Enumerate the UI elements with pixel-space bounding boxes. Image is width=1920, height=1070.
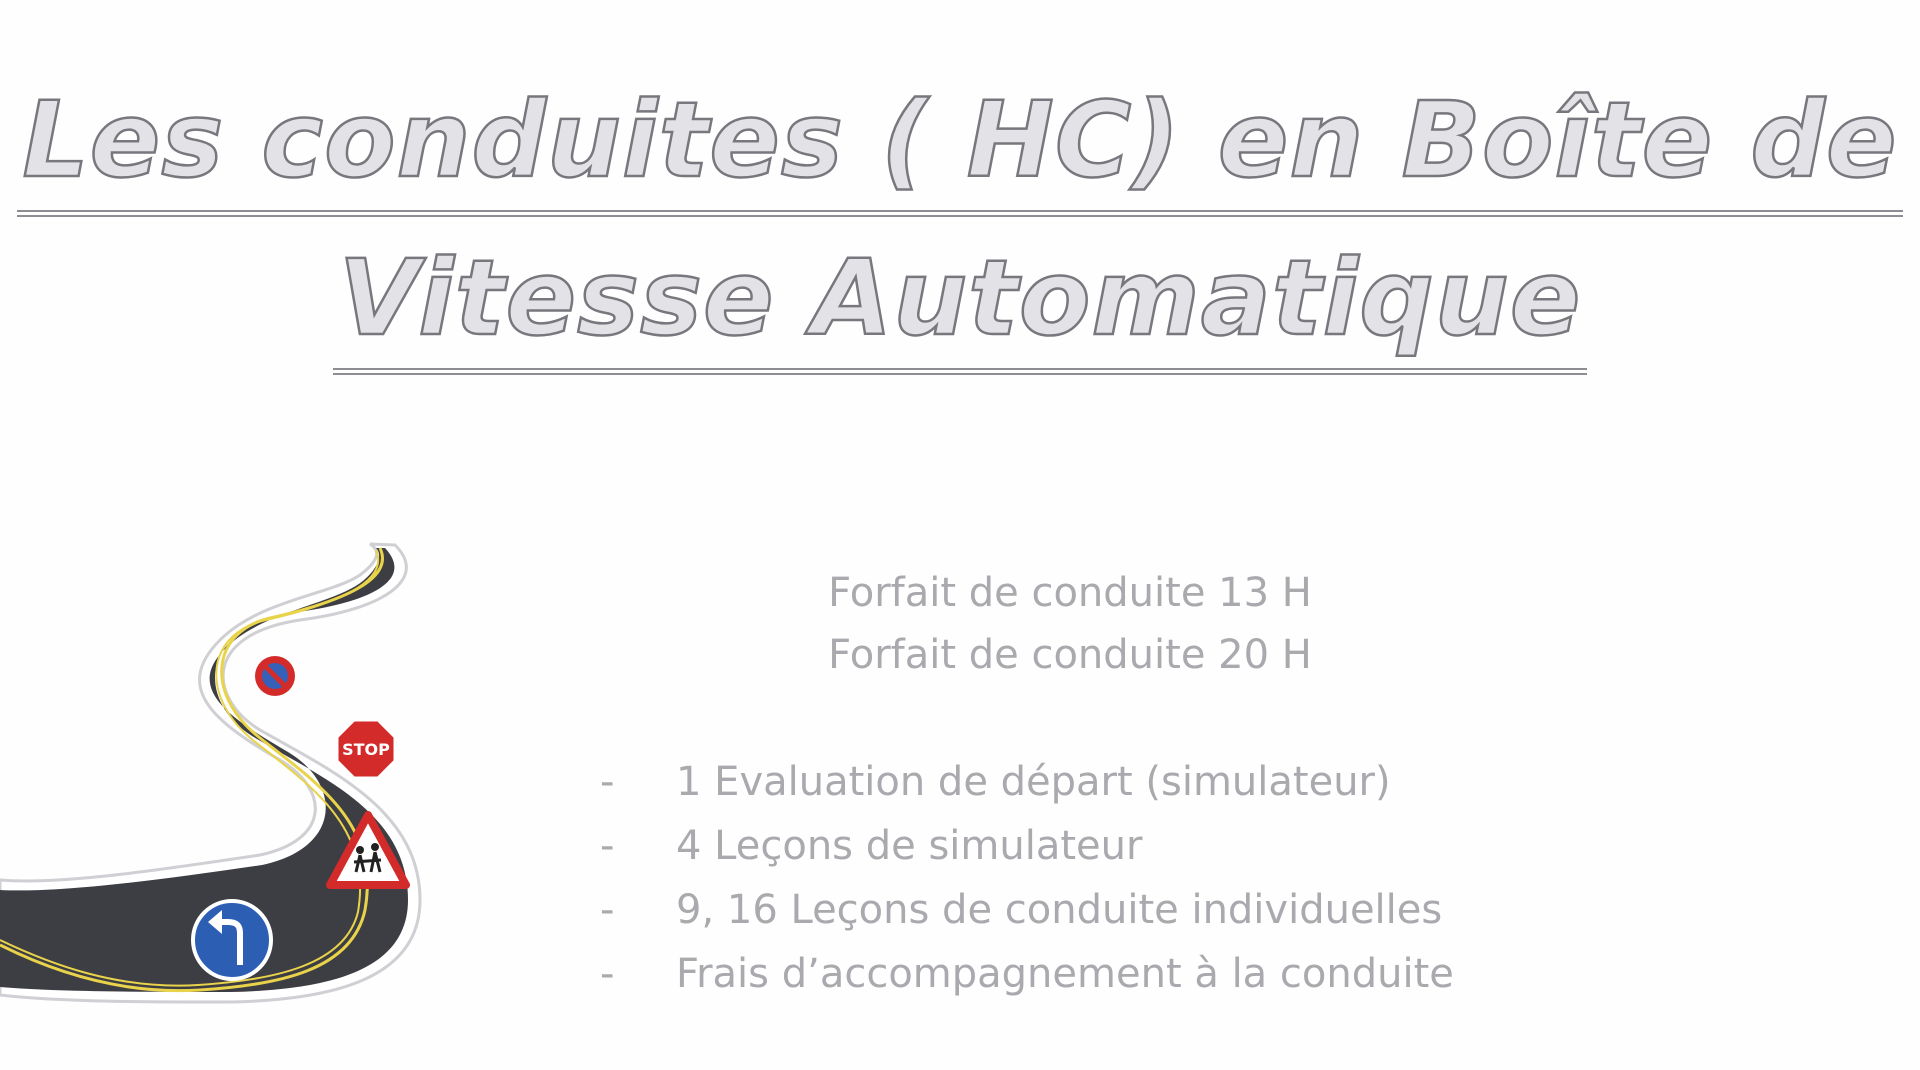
title-text-1: Les conduites ( HC) en Boîte de — [17, 80, 1904, 217]
list-item — [600, 878, 1540, 942]
stop-sign-icon — [337, 720, 395, 778]
stop-sign-label: STOP — [342, 740, 390, 759]
road-illustration — [0, 540, 450, 1010]
no-parking-icon — [255, 656, 295, 696]
list-item — [600, 942, 1540, 1006]
list-item-text: 4 Leçons de simulateur — [676, 823, 1143, 869]
list-item-text: 1 Evaluation de départ (simulateur) — [676, 759, 1391, 805]
bullet-dash: - — [600, 951, 615, 997]
bullet-dash: - — [600, 887, 615, 933]
list-item — [600, 814, 1540, 878]
page-title-line-2 — [0, 238, 1920, 375]
turn-left-icon — [193, 901, 271, 979]
page-title-line-1 — [0, 80, 1920, 217]
bullet-dash: - — [600, 759, 615, 805]
list-item-text: 9, 16 Leçons de conduite individuelles — [676, 887, 1443, 933]
offer-13h: Forfait de conduite 13 H — [828, 570, 1312, 616]
bullet-dash: - — [600, 823, 615, 869]
list-item-text: Frais d’accompagnement à la conduite — [676, 951, 1454, 997]
included-items-list — [600, 750, 1540, 1006]
offer-20h: Forfait de conduite 20 H — [828, 632, 1312, 678]
title-text-2: Vitesse Automatique — [333, 238, 1588, 375]
list-item — [600, 750, 1540, 814]
